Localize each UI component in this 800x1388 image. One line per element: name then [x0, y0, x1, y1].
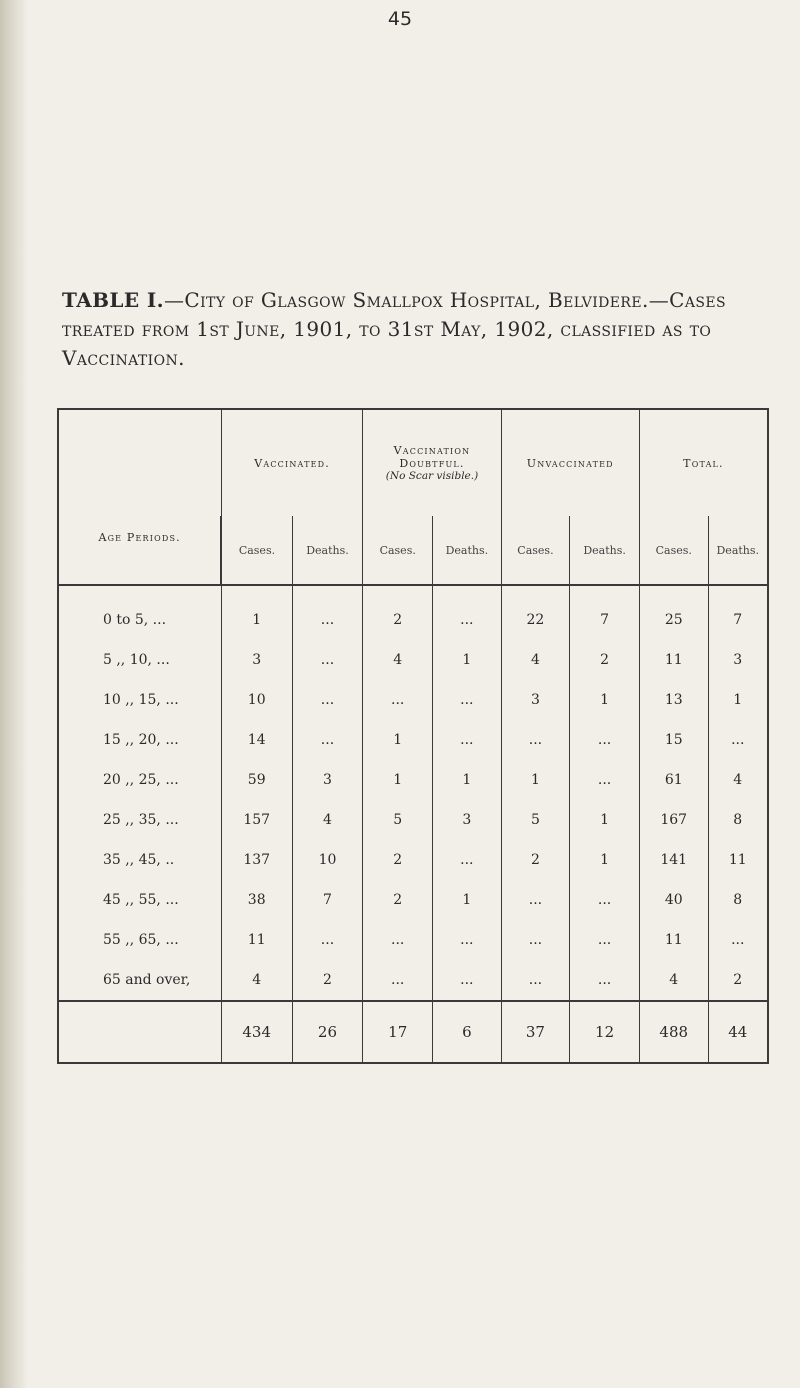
vaccinated-cases-cell: 157 — [221, 800, 292, 840]
table-row — [58, 960, 768, 1001]
vaccinated-deaths-cell: 10 — [292, 840, 363, 880]
page-edge-shadow — [0, 0, 28, 1388]
doubtful-deaths-cell: ... — [433, 680, 502, 720]
total-cases-cell: 25 — [639, 585, 708, 640]
vaccinated-deaths-cell: ... — [292, 720, 363, 760]
unvaccinated-deaths-header: Deaths. — [570, 516, 640, 585]
vaccinated-cases-cell: 4 — [221, 960, 292, 1001]
table-row — [58, 640, 768, 680]
total-unvaccinated-cases: 37 — [501, 1001, 570, 1063]
table-row — [58, 840, 768, 880]
table-row — [58, 880, 768, 920]
table-caption — [62, 286, 762, 373]
age-period-cell: 25 ,, 35, ... — [58, 800, 221, 840]
table-row — [58, 800, 768, 840]
total-deaths-cell: 8 — [708, 800, 768, 840]
table-row — [58, 720, 768, 760]
age-period-cell: 45 ,, 55, ... — [58, 880, 221, 920]
unvaccinated-cases-cell: ... — [501, 920, 570, 960]
vaccinated-cases-cell: 1 — [221, 585, 292, 640]
doubtful-deaths-cell: 3 — [433, 800, 502, 840]
vaccinated-cases-header: Cases. — [221, 516, 292, 585]
unvaccinated-deaths-cell: 1 — [570, 680, 640, 720]
smallpox-table — [57, 408, 769, 1064]
doubtful-deaths-cell: ... — [433, 840, 502, 880]
unvaccinated-cases-header: Cases. — [501, 516, 570, 585]
table-body — [58, 585, 768, 1001]
unvaccinated-cases-cell: 5 — [501, 800, 570, 840]
total-cases-cell: 11 — [639, 920, 708, 960]
table-row — [58, 760, 768, 800]
table-row — [58, 680, 768, 720]
doubtful-cases-cell: ... — [363, 680, 433, 720]
table-caption-text: —City of Glasgow Smallpox Hospital, Belvidere.—Cases treated from 1st June, 1901, to 31st May, 1902, classified as to Vaccination. — [62, 288, 726, 370]
vaccinated-deaths-cell: ... — [292, 640, 363, 680]
total-deaths-cell: ... — [708, 720, 768, 760]
unvaccinated-cases-cell: ... — [501, 880, 570, 920]
unvaccinated-cases-cell: 4 — [501, 640, 570, 680]
doubtful-deaths-cell: ... — [433, 720, 502, 760]
totals-label-cell — [58, 1001, 221, 1063]
total-deaths-cell: 7 — [708, 585, 768, 640]
vaccinated-cases-cell: 14 — [221, 720, 292, 760]
total-deaths-header: Deaths. — [708, 516, 768, 585]
doubtful-header-note: (No Scar visible.) — [385, 470, 479, 482]
vaccinated-cases-cell: 137 — [221, 840, 292, 880]
doubtful-cases-cell: 2 — [363, 840, 433, 880]
unvaccinated-cases-cell: 2 — [501, 840, 570, 880]
unvaccinated-cases-cell: ... — [501, 720, 570, 760]
grand-total-cases: 488 — [639, 1001, 708, 1063]
doubtful-cases-cell: 1 — [363, 720, 433, 760]
doubtful-deaths-cell: ... — [433, 920, 502, 960]
total-cases-cell: 11 — [639, 640, 708, 680]
vaccinated-deaths-cell: ... — [292, 585, 363, 640]
total-doubtful-deaths: 6 — [433, 1001, 502, 1063]
doubtful-header — [363, 409, 501, 516]
page-number: 45 — [387, 8, 413, 30]
unvaccinated-deaths-cell: 2 — [570, 640, 640, 680]
doubtful-cases-cell: 2 — [363, 880, 433, 920]
vaccinated-cases-cell: 3 — [221, 640, 292, 680]
total-deaths-cell: 2 — [708, 960, 768, 1001]
doubtful-cases-cell: 5 — [363, 800, 433, 840]
doubtful-cases-cell: 1 — [363, 760, 433, 800]
age-period-cell: 20 ,, 25, ... — [58, 760, 221, 800]
vaccinated-header: Vaccinated. — [221, 409, 363, 516]
grand-total-deaths: 44 — [708, 1001, 768, 1063]
doubtful-cases-cell: ... — [363, 960, 433, 1001]
unvaccinated-cases-cell: ... — [501, 960, 570, 1001]
total-cases-cell: 13 — [639, 680, 708, 720]
age-period-cell: 10 ,, 15, ... — [58, 680, 221, 720]
total-deaths-cell: 8 — [708, 880, 768, 920]
unvaccinated-cases-cell: 1 — [501, 760, 570, 800]
unvaccinated-deaths-cell: ... — [570, 920, 640, 960]
doubtful-deaths-cell: 1 — [433, 760, 502, 800]
unvaccinated-deaths-cell: ... — [570, 760, 640, 800]
table-caption-lead: TABLE I. — [62, 288, 164, 312]
totals-row — [58, 1001, 768, 1063]
total-vaccinated-deaths: 26 — [292, 1001, 363, 1063]
total-cases-cell: 61 — [639, 760, 708, 800]
total-deaths-cell: ... — [708, 920, 768, 960]
total-deaths-cell: 4 — [708, 760, 768, 800]
doubtful-cases-cell: 2 — [363, 585, 433, 640]
unvaccinated-deaths-cell: 1 — [570, 800, 640, 840]
age-period-cell: 65 and over, — [58, 960, 221, 1001]
age-period-cell: 55 ,, 65, ... — [58, 920, 221, 960]
table-row — [58, 585, 768, 640]
age-period-cell: 5 ,, 10, ... — [58, 640, 221, 680]
unvaccinated-header: Unvaccinated — [501, 409, 639, 516]
doubtful-cases-cell: 4 — [363, 640, 433, 680]
table-row — [58, 920, 768, 960]
age-periods-header: Age Periods. — [58, 409, 221, 585]
doubtful-deaths-cell: 1 — [433, 640, 502, 680]
age-period-cell: 35 ,, 45, .. — [58, 840, 221, 880]
vaccinated-deaths-cell: 3 — [292, 760, 363, 800]
doubtful-deaths-cell: ... — [433, 960, 502, 1001]
unvaccinated-deaths-cell: 1 — [570, 840, 640, 880]
total-deaths-cell: 3 — [708, 640, 768, 680]
total-deaths-cell: 1 — [708, 680, 768, 720]
doubtful-deaths-cell: ... — [433, 585, 502, 640]
vaccinated-cases-cell: 10 — [221, 680, 292, 720]
vaccinated-cases-cell: 11 — [221, 920, 292, 960]
doubtful-deaths-header: Deaths. — [433, 516, 502, 585]
total-cases-cell: 167 — [639, 800, 708, 840]
total-unvaccinated-deaths: 12 — [570, 1001, 640, 1063]
doubtful-header-label: Vaccination Doubtful. — [393, 444, 471, 470]
doubtful-cases-header: Cases. — [363, 516, 433, 585]
total-cases-header: Cases. — [639, 516, 708, 585]
age-period-cell: 15 ,, 20, ... — [58, 720, 221, 760]
total-cases-cell: 141 — [639, 840, 708, 880]
unvaccinated-deaths-cell: ... — [570, 880, 640, 920]
vaccinated-deaths-cell: ... — [292, 920, 363, 960]
vaccinated-deaths-cell: 2 — [292, 960, 363, 1001]
doubtful-deaths-cell: 1 — [433, 880, 502, 920]
unvaccinated-cases-cell: 22 — [501, 585, 570, 640]
vaccinated-deaths-cell: 7 — [292, 880, 363, 920]
unvaccinated-deaths-cell: ... — [570, 720, 640, 760]
total-cases-cell: 15 — [639, 720, 708, 760]
total-vaccinated-cases: 434 — [221, 1001, 292, 1063]
vaccinated-deaths-header: Deaths. — [292, 516, 363, 585]
total-doubtful-cases: 17 — [363, 1001, 433, 1063]
vaccinated-cases-cell: 59 — [221, 760, 292, 800]
age-period-cell: 0 to 5, ... — [58, 585, 221, 640]
total-header: Total. — [639, 409, 768, 516]
unvaccinated-cases-cell: 3 — [501, 680, 570, 720]
total-deaths-cell: 11 — [708, 840, 768, 880]
doubtful-cases-cell: ... — [363, 920, 433, 960]
total-cases-cell: 4 — [639, 960, 708, 1001]
unvaccinated-deaths-cell: ... — [570, 960, 640, 1001]
total-cases-cell: 40 — [639, 880, 708, 920]
vaccinated-deaths-cell: 4 — [292, 800, 363, 840]
vaccinated-deaths-cell: ... — [292, 680, 363, 720]
unvaccinated-deaths-cell: 7 — [570, 585, 640, 640]
vaccinated-cases-cell: 38 — [221, 880, 292, 920]
